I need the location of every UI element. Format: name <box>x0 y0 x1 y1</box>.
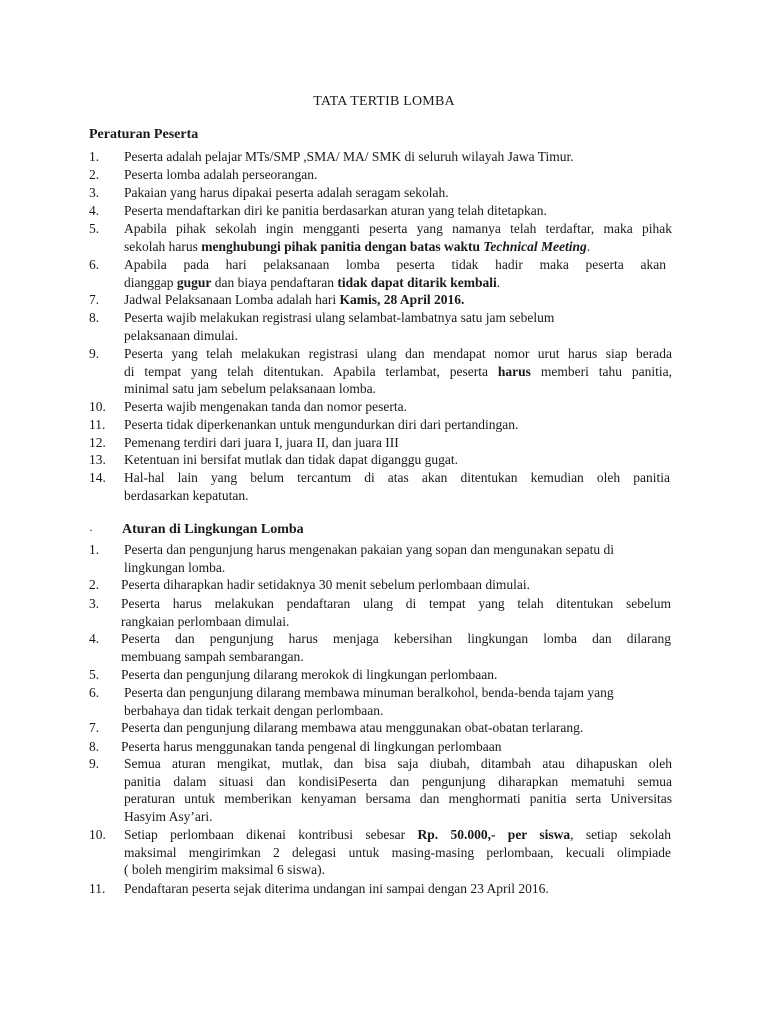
list-item: Setiap perlombaan dikenai kontribusi sebesar Rp. 50.000,- per siswa, setiap sekolah maksimal mengirimkan 2 delegasi untuk masing-masing perlombaan, kecuali olimpiade ( boleh mengirim maksimal 6 siswa). <box>124 827 671 877</box>
list-item: Peserta wajib mengenakan tanda dan nomor peserta. <box>124 399 408 414</box>
list-item: Peserta dan pengunjung harus mengenakan pakaian yang sopan dan mengunakan sepatu di lingkungan lomba. <box>124 542 614 575</box>
list-number: 2. <box>89 167 100 182</box>
list-number: 1. <box>89 542 100 557</box>
list-number: 5. <box>89 667 100 682</box>
list-number: 6. <box>89 685 100 700</box>
list-item: Pendaftaran peserta sejak diterima undangan ini sampai dengan 23 April 2016. <box>124 881 549 896</box>
list-number: 13. <box>89 452 106 467</box>
section-heading-peraturan-peserta: Peraturan Peserta <box>89 127 199 142</box>
section-heading-aturan-lingkungan: Aturan di Lingkungan Lomba <box>122 522 304 537</box>
list-item: Jadwal Pelaksanaan Lomba adalah hari Kamis, 28 April 2016. <box>124 292 465 307</box>
list-number: 8. <box>89 739 100 754</box>
document-title: TATA TERTIB LOMBA <box>313 94 455 109</box>
list-item: Ketentuan ini bersifat mutlak dan tidak dapat diganggu gugat. <box>124 452 459 467</box>
list-number: 11. <box>89 881 106 896</box>
list-number: 5. <box>89 221 100 236</box>
list-number: 4. <box>89 631 100 646</box>
list-number: 9. <box>89 756 100 771</box>
section-bullet: · <box>89 523 93 537</box>
list-number: 10. <box>89 827 106 842</box>
list-item: Semua aturan mengikat, mutlak, dan bisa saja diubah, ditambah atau dihapuskan oleh panitia dalam situasi dan kondisiPeserta dan pengunjung diharapkan mematuhi semua peraturan untuk memberikan kenyaman bersama dan menghormati panitia serta Universitas Hasyim Asy’ari. <box>124 756 672 824</box>
list-item: Peserta mendaftarkan diri ke panitia berdasarkan aturan yang telah ditetapkan. <box>124 203 547 218</box>
list-item: Peserta lomba adalah perseorangan. <box>124 167 318 182</box>
list-number: 7. <box>89 720 100 735</box>
list-item: Peserta harus menggunakan tanda pengenal di lingkungan perlombaan <box>121 739 502 754</box>
list-number: 8. <box>89 310 100 325</box>
list-number: 6. <box>89 257 100 272</box>
list-item: Peserta wajib melakukan registrasi ulang selambat-lambatnya satu jam sebelum pelaksanaan dimulai. <box>124 310 555 343</box>
list-item: Pakaian yang harus dipakai peserta adalah seragam sekolah. <box>124 185 449 200</box>
list-item: Pemenang terdiri dari juara I, juara II, dan juara III <box>124 435 399 450</box>
list-number: 10. <box>89 399 106 414</box>
list-item: Peserta harus melakukan pendaftaran ulang di tempat yang telah ditentukan sebelum rangkaian perlombaan dimulai. <box>121 596 671 629</box>
list-number: 14. <box>89 470 106 485</box>
list-number: 11. <box>89 417 106 432</box>
list-number: 12. <box>89 435 106 450</box>
list-number: 3. <box>89 185 100 200</box>
list-item: Peserta dan pengunjung dilarang membawa minuman beralkohol, benda-benda tajam yang berbahaya dan tidak terkait dengan perlombaan. <box>124 685 614 718</box>
list-number: 7. <box>89 292 100 307</box>
list-item: Peserta dan pengunjung harus menjaga kebersihan lingkungan lomba dan dilarang membuang sampah sembarangan. <box>121 631 671 664</box>
list-item: Peserta yang telah melakukan registrasi ulang dan mendapat nomor urut harus siap berada di tempat yang telah ditentukan. Apabila terlambat, peserta harus memberi tahu panitia, minimal satu jam sebelum pelaksanaan lomba. <box>124 346 673 396</box>
list-item: Peserta tidak diperkenankan untuk mengundurkan diri dari pertandingan. <box>124 417 519 432</box>
list-item: Apabila pihak sekolah ingin mengganti peserta yang namanya telah terdaftar, maka pihak sekolah harus menghubungi pihak panitia dengan batas waktu Technical Meeting. <box>124 221 672 254</box>
list-number: 9. <box>89 346 100 361</box>
list-item: Peserta dan pengunjung dilarang merokok di lingkungan perlombaan. <box>121 667 498 682</box>
list-number: 4. <box>89 203 100 218</box>
list-number: 2. <box>89 577 100 592</box>
list-number: 1. <box>89 149 100 164</box>
list-item: Hal-hal lain yang belum tercantum di atas akan ditentukan kemudian oleh panitia berdasarkan kepatutan. <box>124 470 670 503</box>
list-item: Apabila pada hari pelaksanaan lomba peserta tidak hadir maka peserta akan dianggap gugur dan biaya pendaftaran tidak dapat ditarik kembali. <box>124 257 666 290</box>
list-item: Peserta adalah pelajar MTs/SMP ,SMA/ MA/ SMK di seluruh wilayah Jawa Timur. <box>124 149 574 164</box>
list-item: Peserta dan pengunjung dilarang membawa atau menggunakan obat-obatan terlarang. <box>121 720 584 735</box>
list-number: 3. <box>89 596 100 611</box>
list-item: Peserta diharapkan hadir setidaknya 30 menit sebelum perlombaan dimulai. <box>121 577 531 592</box>
